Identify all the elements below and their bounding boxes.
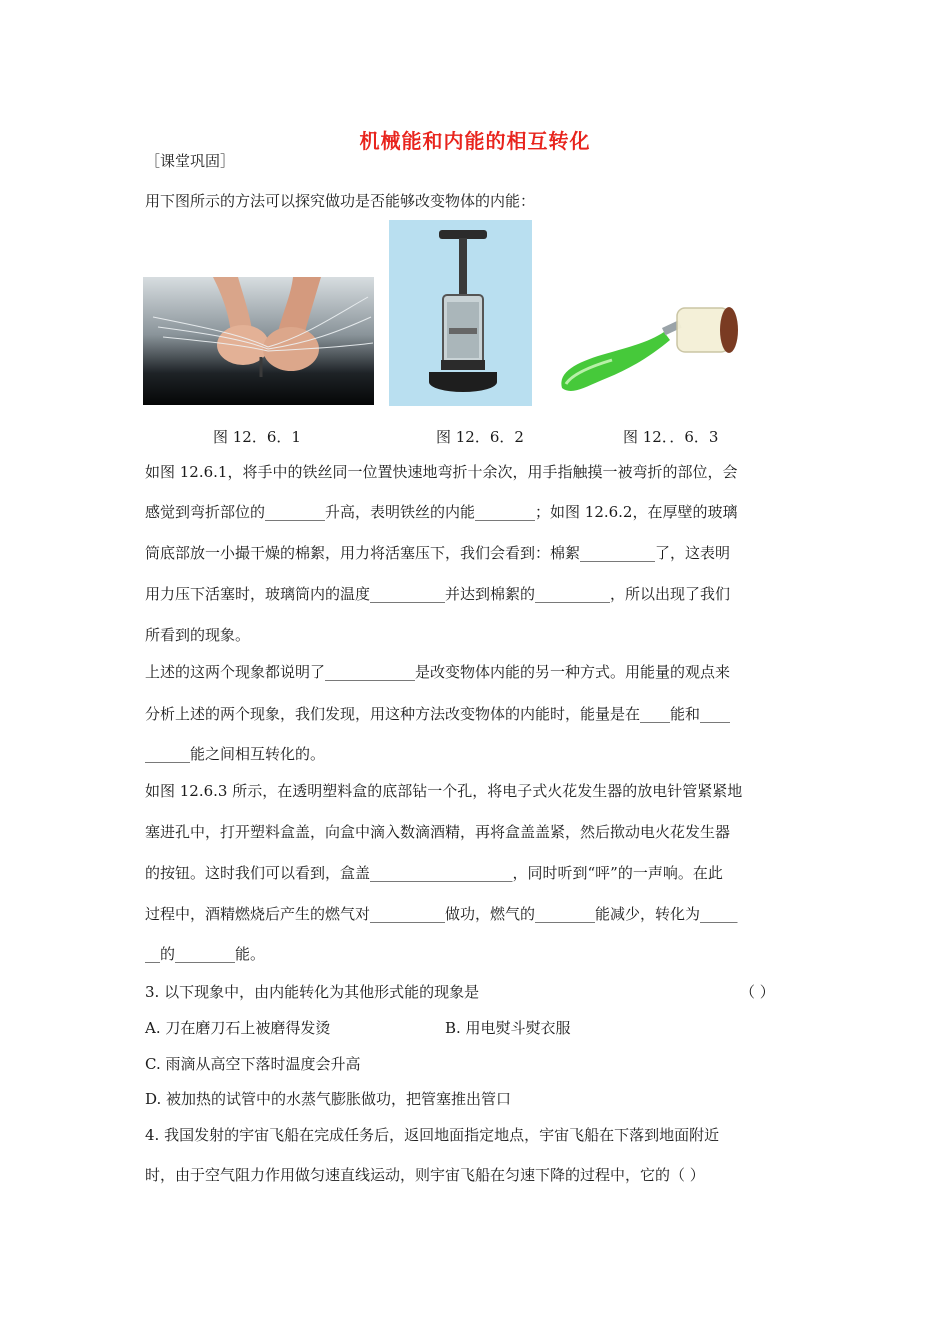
- figure-1: [143, 277, 374, 405]
- question-3-option-d: D. 被加热的试管中的水蒸气膨胀做功，把管塞推出管口: [145, 1090, 512, 1108]
- figure-caption-3: 图 12．．6．3: [623, 428, 719, 446]
- spark-igniter-plastic-box-photo: [552, 300, 744, 402]
- paragraph1-line1: 如图 12.6.1，将手中的铁丝同一位置快速地弯折十余次，用手指触摸一被弯折的部位，会: [145, 463, 738, 481]
- air-compression-cylinder-photo: [389, 220, 532, 406]
- paragraph1-line3: 筒底部放一小撮干燥的棉絮，用力将活塞压下，我们会看到：棉絮__________了，这表明: [145, 544, 731, 562]
- hands-bending-wire-photo: [143, 277, 374, 405]
- paragraph3-line2: 塞进孔中，打开塑料盒盖，向盒中滴入数滴酒精，再将盒盖盖紧，然后揿动电火花发生器: [145, 823, 731, 841]
- figure-caption-2: 图 12．6．2: [436, 428, 524, 446]
- question-3-option-a: A. 刀在磨刀石上被磨得发烫: [145, 1019, 331, 1037]
- question-4-line1: 4. 我国发射的宇宙飞船在完成任务后，返回地面指定地点，宇宙飞船在下落到地面附近: [145, 1126, 720, 1144]
- paragraph1-line4: 用力压下活塞时，玻璃筒内的温度__________并达到棉絮的__________，所以出现了我们: [145, 585, 731, 603]
- paragraph2-line2: 分析上述的两个现象，我们发现，用这种方法改变物体的内能时，能量是在____能和____: [145, 705, 731, 723]
- figure-2: [389, 220, 532, 406]
- question-4-line2: 时，由于空气阻力作用做匀速直线运动，则宇宙飞船在匀速下降的过程中，它的（ ）: [145, 1166, 705, 1184]
- figure-3: [552, 300, 744, 402]
- paragraph3-line1: 如图 12.6.3 所示，在透明塑料盒的底部钻一个孔，将电子式火花发生器的放电针管紧紧地: [145, 782, 743, 800]
- paragraph2-line1: 上述的这两个现象都说明了____________是改变物体内能的另一种方式。用能量的观点来: [145, 663, 731, 681]
- paragraph3-line4: 过程中，酒精燃烧后产生的燃气对__________做功，燃气的________能减少，转化为_____: [145, 905, 738, 923]
- paragraph1-line2: 感觉到弯折部位的________升高，表明铁丝的内能________；如图 12.6.2，在厚壁的玻璃: [145, 503, 738, 521]
- intro-text: 用下图所示的方法可以探究做功是否能够改变物体的内能：: [145, 192, 536, 210]
- question-3-option-b: B. 用电熨斗熨衣服: [445, 1019, 571, 1037]
- paragraph3-line3: 的按钮。这时我们可以看到，盒盖___________________，同时听到“呯”的一声响。在此: [145, 864, 723, 882]
- paragraph3-line5: __的________能。: [145, 945, 266, 963]
- paragraph2-line3: ______能之间相互转化的。: [145, 745, 326, 763]
- section-tag: ［课堂巩固］: [145, 152, 236, 170]
- figure-caption-1: 图 12．6．1: [213, 428, 301, 446]
- page-title: 机械能和内能的相互转化: [359, 129, 591, 153]
- question-3-stem: 3. 以下现象中，由内能转化为其他形式能的现象是: [145, 983, 480, 1001]
- question-3-option-c: C. 雨滴从高空下落时温度会升高: [145, 1055, 361, 1073]
- paragraph1-line5: 所看到的现象。: [145, 626, 251, 644]
- question-3-answer-paren: （ ）: [740, 983, 775, 1001]
